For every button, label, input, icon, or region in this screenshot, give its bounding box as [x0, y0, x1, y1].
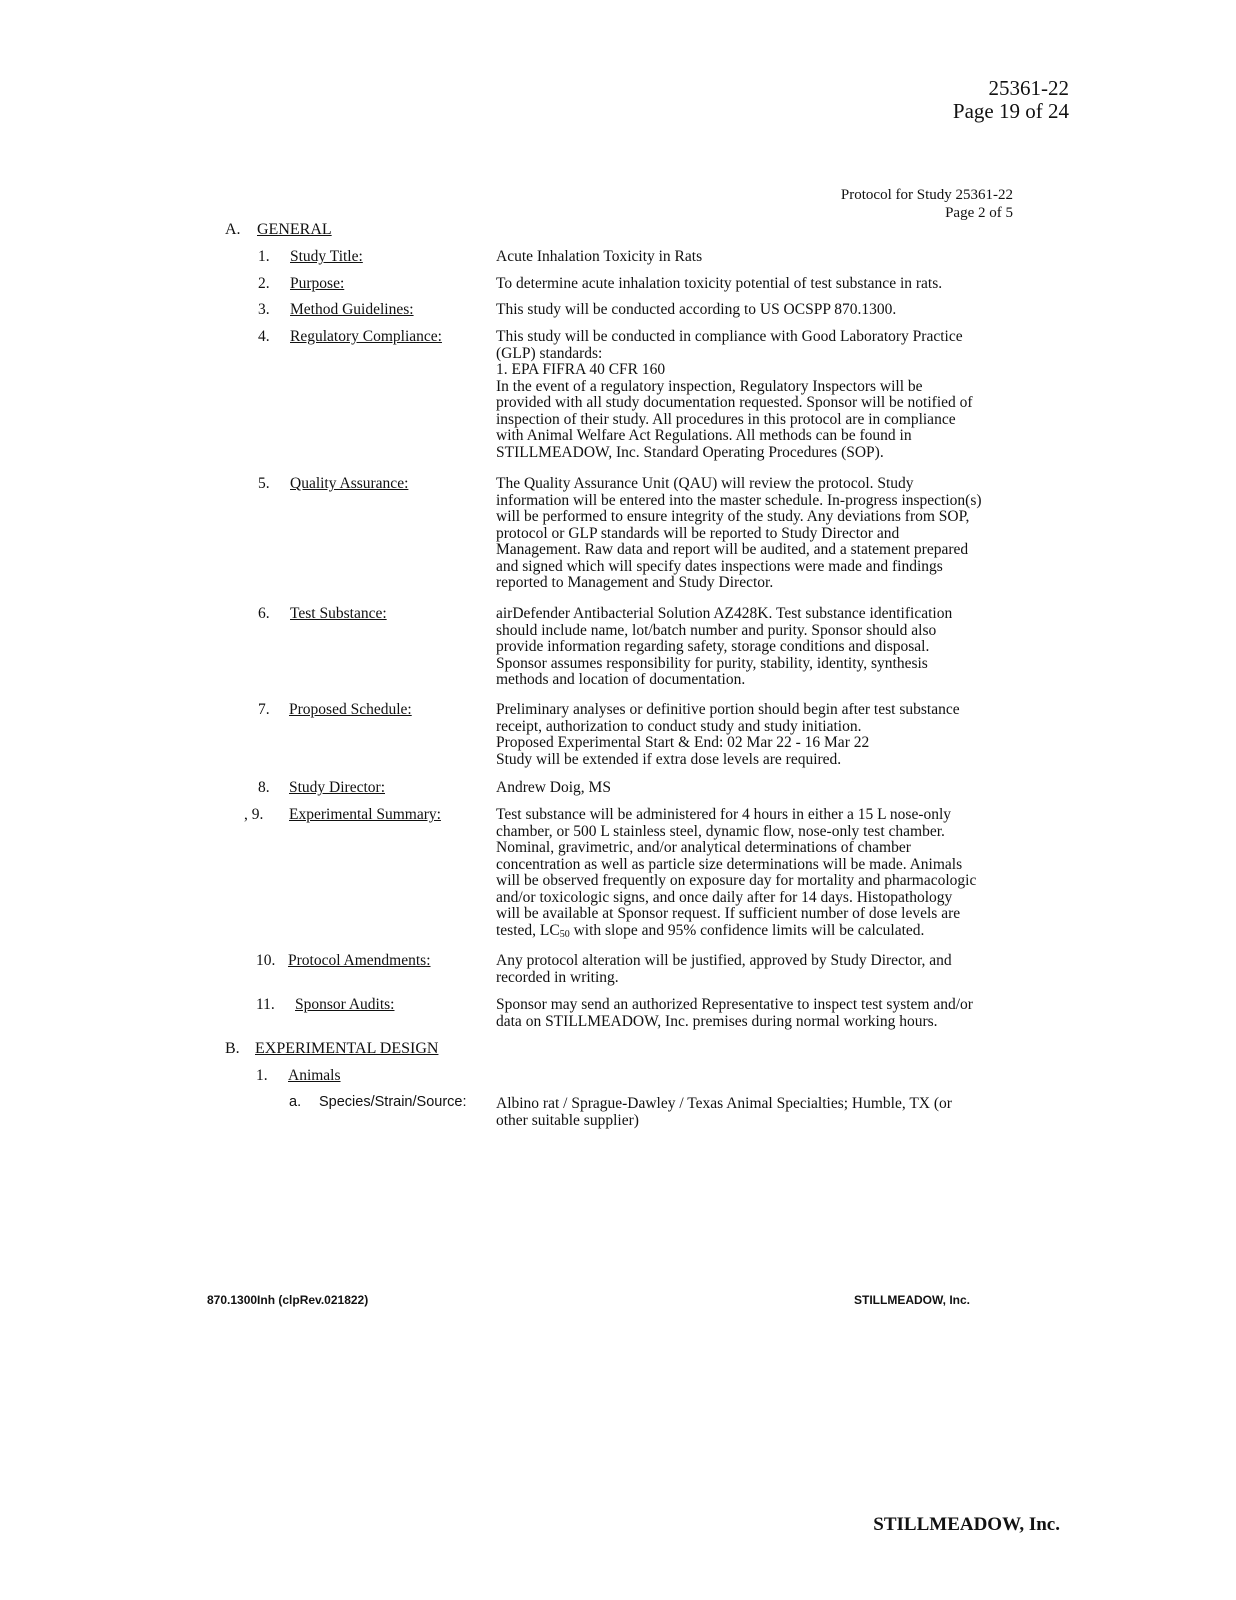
item-value-study-director: Andrew Doig, MS [496, 779, 611, 796]
item-value-proposed-schedule: Preliminary analyses or definitive portion should begin after test substance receipt, authorization to conduct study and study initiation. Proposed Experimental Start & End: 02 Mar 22 - 16 Mar 22 Study will be extended if extra dose levels are required. [496, 701, 960, 768]
item-label-study-title: Study Title: [290, 248, 363, 265]
item-value-purpose: To determine acute inhalation toxicity potential of test substance in rats. [496, 275, 943, 292]
item-value-sponsor-audits: Sponsor may send an authorized Representative to inspect test system and/or data on STILLMEADOW, Inc. premises during normal working hours. [496, 996, 973, 1030]
item-value-regulatory-compliance: This study will be conducted in compliance with Good Laboratory Practice (GLP) standards: 1. EPA FIFRA 40 CFR 160 In the event of a regulatory inspection, Regulatory Inspectors will be provided with all study documentation requested. Sponsor will be notified of inspection of their study. All procedures in this protocol are in compliance with Animal Welfare Act Regulations. All methods can be found in STILLMEADOW, Inc. Standard Operating Procedures (SOP). [496, 328, 973, 461]
item-label-sponsor-audits: Sponsor Audits: [295, 996, 395, 1013]
item-value-experimental-summary: Test substance will be administered for 4 hours in either a 15 L nose-only chamber, or 500 L stainless steel, dynamic flow, nose-only test chamber. Nominal, gravimetric, and/or analytical determinations of chamber concentration as well as particle size determinations will be made. Animals will be observed frequently on exposure day for mortality and pharmacologic and/or toxicologic signs, and once daily after for 14 days. Histopathology will be available at Sponsor request. If sufficient number of dose levels are tested, LC50 with slope and 95% confidence limits will be calculated. [496, 806, 977, 940]
company-brand: STILLMEADOW, Inc. [873, 1514, 1060, 1535]
section-title-experimental-design: EXPERIMENTAL DESIGN [255, 1040, 439, 1057]
item-label-species-strain-source: Species/Strain/Source: [319, 1094, 467, 1110]
item-number: , 9. [244, 806, 264, 823]
section-letter-a: A. [225, 221, 241, 238]
document-id: 25361-22 [988, 76, 1069, 100]
footer-company: STILLMEADOW, Inc. [854, 1293, 970, 1307]
item-label-study-director: Study Director: [289, 779, 385, 796]
item-label-test-substance: Test Substance: [290, 605, 387, 622]
item-value-method-guidelines: This study will be conducted according to US OCSPP 870.1300. [496, 301, 897, 318]
item-number: 6. [258, 605, 270, 622]
item-label-experimental-summary: Experimental Summary: [289, 806, 441, 823]
item-number: 1. [256, 1067, 268, 1084]
item-number: 8. [258, 779, 270, 796]
item-label-quality-assurance: Quality Assurance: [290, 475, 409, 492]
item-value-protocol-amendments: Any protocol alteration will be justified, approved by Study Director, and recorded in writing. [496, 952, 952, 986]
item-number: 5. [258, 475, 270, 492]
item-label-proposed-schedule: Proposed Schedule: [289, 701, 412, 718]
item-value-quality-assurance: The Quality Assurance Unit (QAU) will review the protocol. Study information will be entered into the master schedule. In-progress inspection(s) will be performed to ensure integrity of the study. Any deviations from SOP, protocol or GLP standards will be reported to Study Director and Management. Raw data and report will be audited, and a statement prepared and signed which will specify dates inspections were made and findings reported to Management and Study Director. [496, 475, 982, 591]
item-number: 7. [258, 701, 270, 718]
item-label-protocol-amendments: Protocol Amendments: [288, 952, 431, 969]
page-number: Page 19 of 24 [952, 99, 1069, 123]
item-value-species-strain-source: Albino rat / Sprague-Dawley / Texas Animal Specialties; Humble, TX (or other suitable supplier) [496, 1095, 952, 1129]
item-label-regulatory-compliance: Regulatory Compliance: [290, 328, 442, 345]
item-number: 2. [258, 275, 270, 292]
footer-form-id: 870.1300Inh (clpRev.021822) [207, 1293, 369, 1307]
item-number: 1. [258, 248, 270, 265]
item-number: 11. [256, 996, 275, 1013]
section-title-general: GENERAL [257, 221, 332, 238]
item-number: 3. [258, 301, 270, 318]
item-label-method-guidelines: Method Guidelines: [290, 301, 414, 318]
item-number: 4. [258, 328, 270, 345]
item-label-purpose: Purpose: [290, 275, 345, 292]
item-value-test-substance: airDefender Antibacterial Solution AZ428K. Test substance identification should include name, lot/batch number and purity. Sponsor should also provide information regarding safety, storage conditions and disposal. Sponsor assumes responsibility for purity, stability, identity, synthesis methods and location of documentation. [496, 605, 953, 688]
section-letter-b: B. [225, 1040, 240, 1057]
item-number: 10. [256, 952, 276, 969]
subsection-title-animals: Animals [288, 1067, 341, 1084]
item-value-study-title: Acute Inhalation Toxicity in Rats [496, 248, 703, 265]
protocol-page: Page 2 of 5 [945, 205, 1013, 221]
protocol-title: Protocol for Study 25361-22 [840, 187, 1013, 203]
item-letter: a. [289, 1094, 302, 1110]
